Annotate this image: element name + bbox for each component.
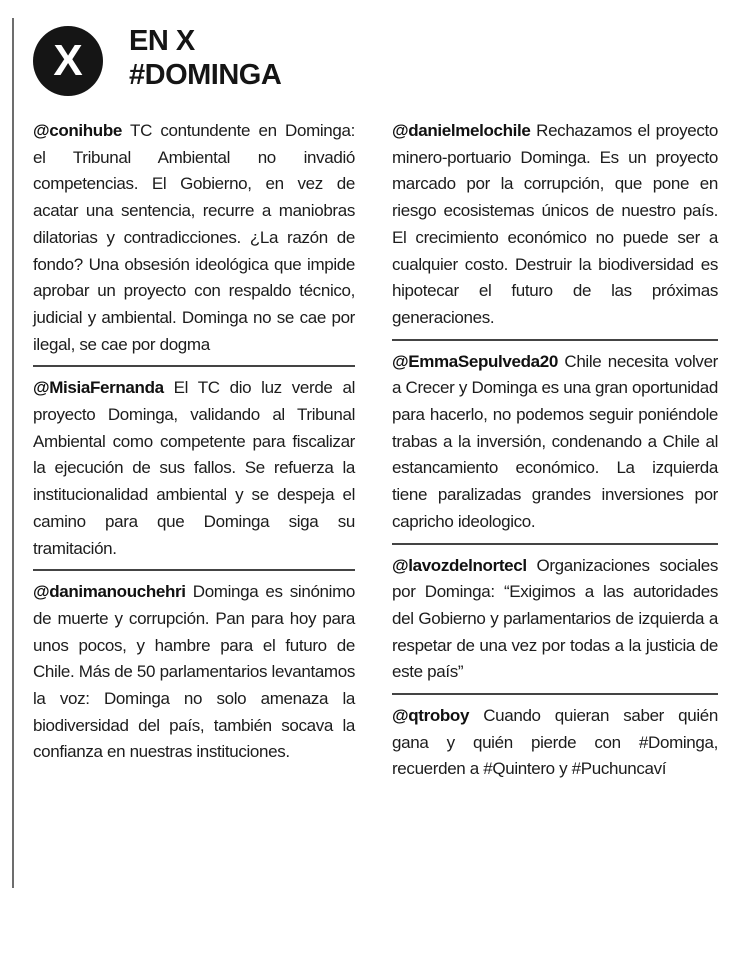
column-rule — [12, 18, 14, 888]
post-handle[interactable]: @EmmaSepulveda20 — [392, 351, 558, 371]
post-divider — [392, 339, 718, 341]
post — [33, 118, 355, 362]
post-handle[interactable]: @danielmelochile — [392, 121, 531, 140]
title-line-2: #DOMINGA — [129, 59, 282, 91]
post-text: Rechazamos el proyecto minero-portuario Dominga. Es un proyecto marcado por la corrupción, que pone en riesgo ecosistemas únicos de nuestro país. El crecimiento económico no puede ser a cualquier costo. Destruir la biodiversidad es hipotecar el futuro de las próximas generaciones. — [392, 121, 718, 327]
section-header — [33, 20, 433, 100]
post — [392, 703, 718, 787]
post-text: Organizaciones sociales por Dominga: “Exigimos a las autoridades del Gobierno y parlamentarios de izquierda a respetar de una vez por todas a la justicia de este país” — [392, 555, 719, 682]
post — [392, 118, 718, 336]
post-divider — [33, 365, 355, 367]
title-line-1: EN X — [129, 25, 195, 57]
post — [33, 375, 355, 566]
post-divider — [33, 569, 355, 571]
post-text: Chile necesita volver a Crecer y Dominga es una gran oportunidad para hacerlo, no podemos seguir poniéndole trabas a la inversión, condenando a Chile al estancamiento económico. La izquierda tiene paralizadas grandes inversiones por capricho ideologico. — [392, 351, 718, 531]
post-divider — [392, 693, 718, 695]
post-text: Cuando quieran saber quién gana y quién pierde con #Dominga, recuerden a #Quintero y #Puchuncaví — [392, 706, 718, 779]
post-handle[interactable]: @MisiaFernanda — [33, 378, 164, 398]
x-logo-icon: X — [33, 26, 103, 96]
post-divider — [392, 543, 718, 545]
right-column — [392, 118, 718, 787]
post-handle[interactable]: @qtroboy — [392, 706, 470, 726]
post-text: TC contundente en Dominga: el Tribunal Ambiental no invadió competencias. El Gobierno, en vez de acatar una sentencia, recurre a maniobras dilatorias y contradicciones. ¿La razón de fondo? Una obsesión ideológica que impide aprobar un proyecto con respaldo técnico, judicial y ambiental. Dominga no se cae por ilegal, se cae por dogma — [33, 121, 355, 354]
post-text: Dominga es sinónimo de muerte y corrupción. Pan para hoy para unos pocos, y hambre para el futuro de Chile. Más de 50 parlamentarios levantamos la voz: Dominga no solo amenaza la biodiversidad del país, también socava la confianza en nuestras instituciones. — [33, 582, 355, 762]
post — [33, 579, 355, 770]
post-handle[interactable]: @conihube — [33, 121, 122, 140]
post-text: El TC dio luz verde al proyecto Dominga, validando al Tribunal Ambiental como competente para fiscalizar la ejecución de sus fallos. Se refuerza la institucionalidad ambiental y se despeja el camino para que Dominga siga su tramitación. — [33, 378, 356, 558]
section-title — [129, 24, 281, 92]
post — [392, 349, 718, 540]
post-handle[interactable]: @lavozdelnortecl — [392, 555, 527, 575]
left-column — [33, 118, 355, 770]
post-handle[interactable]: @danimanouchehri — [33, 582, 186, 602]
post — [392, 553, 718, 691]
